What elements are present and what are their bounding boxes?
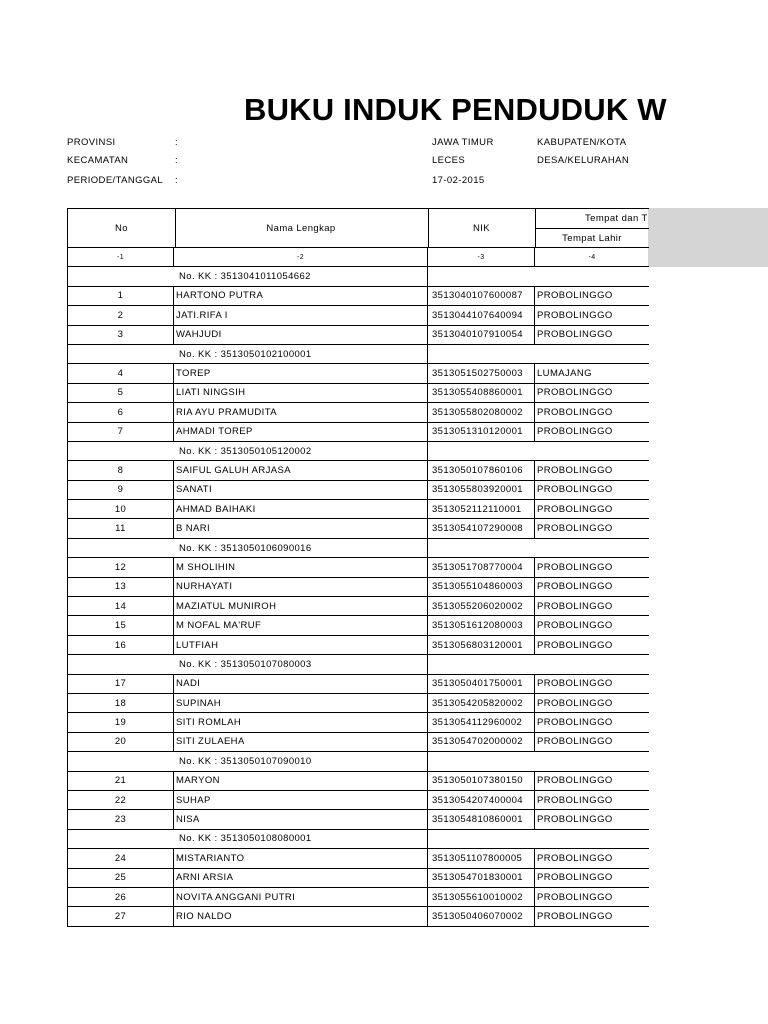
kk-group-row (67, 345, 649, 364)
row-number: 4 (67, 364, 174, 382)
table-row (67, 675, 649, 694)
nik-number: 3513044107640094 (428, 306, 535, 324)
kabupaten-label: KABUPATEN/KOTA (537, 137, 627, 148)
table-row (67, 306, 649, 325)
kk-empty-cell (428, 442, 649, 460)
periode-value: 17-02-2015 (432, 175, 485, 186)
header-tempat-tanggal: Tempat dan T (535, 209, 649, 229)
nik-number: 3513055206020002 (428, 597, 535, 615)
kk-number: No. KK : 3513050102100001 (67, 345, 428, 363)
kk-number: No. KK : 3513050107080003 (67, 655, 428, 673)
full-name: MARYON (174, 772, 428, 790)
nik-number: 3513054107290008 (428, 519, 535, 537)
table-row (67, 403, 649, 422)
row-number: 2 (67, 306, 174, 324)
row-number: 1 (67, 287, 174, 305)
kk-group-row (67, 539, 649, 558)
table-header (67, 208, 649, 248)
kk-empty-cell (428, 655, 649, 673)
kk-group-row (67, 267, 649, 286)
kk-group-row (67, 830, 649, 849)
row-number: 7 (67, 423, 174, 441)
kk-number: No. KK : 3513041011054662 (67, 267, 428, 285)
full-name: LIATI NINGSIH (174, 384, 428, 402)
kk-number: No. KK : 3513050108080001 (67, 830, 428, 848)
nik-number: 3513054205820002 (428, 694, 535, 712)
birth-place: PROBOLINGGO (537, 891, 613, 903)
table-row (67, 869, 649, 888)
table-row (67, 733, 649, 752)
nik-number: 3513054810860001 (428, 810, 535, 828)
row-number: 12 (67, 558, 174, 576)
full-name: SITI ROMLAH (174, 713, 428, 731)
table-row (67, 597, 649, 616)
full-name: MISTARIANTO (174, 849, 428, 867)
birth-place: PROBOLINGGO (537, 406, 613, 418)
column-index-row (67, 248, 649, 267)
row-number: 16 (67, 636, 174, 654)
birth-place: PROBOLINGGO (537, 387, 613, 399)
birth-place: PROBOLINGGO (537, 581, 613, 593)
kk-empty-cell (428, 345, 649, 363)
table-row (67, 907, 649, 926)
full-name: B NARI (174, 519, 428, 537)
birth-place: PROBOLINGGO (537, 910, 613, 922)
birth-place: PROBOLINGGO (537, 736, 613, 748)
row-number: 5 (67, 384, 174, 402)
row-number: 3 (67, 326, 174, 344)
nik-number: 3513055104860003 (428, 578, 535, 596)
kk-number: No. KK : 3513050106090016 (67, 539, 428, 557)
kk-number: No. KK : 3513050105120002 (67, 442, 428, 460)
full-name: JATI.RIFA I (174, 306, 428, 324)
row-number: 26 (67, 888, 174, 906)
birth-place: PROBOLINGGO (537, 290, 613, 302)
index-cell: -2 (174, 248, 428, 266)
row-number: 6 (67, 403, 174, 421)
birth-place: PROBOLINGGO (537, 600, 613, 612)
provinsi-colon: : (175, 137, 179, 148)
full-name: RIA AYU PRAMUDITA (174, 403, 428, 421)
full-name: M SHOLIHIN (174, 558, 428, 576)
table-row (67, 772, 649, 791)
header-nama-lengkap: Nama Lengkap (174, 209, 429, 248)
full-name: M NOFAL MA'RUF (174, 616, 428, 634)
row-number: 23 (67, 810, 174, 828)
row-number: 8 (67, 461, 174, 479)
full-name: NISA (174, 810, 428, 828)
full-name: NURHAYATI (174, 578, 428, 596)
table-row (67, 849, 649, 868)
row-number: 9 (67, 481, 174, 499)
row-number: 22 (67, 791, 174, 809)
nik-number: 3513051310120001 (428, 423, 535, 441)
table-row (67, 888, 649, 907)
row-number: 27 (67, 907, 174, 925)
table-row (67, 423, 649, 442)
birth-place: PROBOLINGGO (537, 620, 613, 632)
nik-number: 3513054701830001 (428, 869, 535, 887)
periode-colon: : (175, 175, 179, 186)
full-name: TOREP (174, 364, 428, 382)
nik-number: 3513054702000002 (428, 733, 535, 751)
index-cell: -4 (588, 253, 596, 261)
birth-place: PROBOLINGGO (537, 426, 613, 438)
header-tempat-lahir: Tempat Lahir (562, 233, 622, 244)
table-row (67, 384, 649, 403)
birth-place: PROBOLINGGO (537, 872, 613, 884)
nik-number: 3513052112110001 (428, 500, 535, 518)
index-cell: -3 (428, 248, 535, 266)
kecamatan-value: LECES (432, 155, 466, 166)
birth-place: PROBOLINGGO (537, 852, 613, 864)
kk-empty-cell (428, 830, 649, 848)
nik-number: 3513051612080003 (428, 616, 535, 634)
full-name: AHMAD BAIHAKI (174, 500, 428, 518)
row-number: 11 (67, 519, 174, 537)
table-row (67, 500, 649, 519)
table-row (67, 519, 649, 538)
full-name: NADI (174, 675, 428, 693)
nik-number: 3513050107380150 (428, 772, 535, 790)
full-name: SUPINAH (174, 694, 428, 712)
nik-number: 3513055802080002 (428, 403, 535, 421)
provinsi-value: JAWA TIMUR (432, 137, 494, 148)
birth-place: PROBOLINGGO (537, 814, 613, 826)
row-number: 21 (67, 772, 174, 790)
nik-number: 3513051502750003 (428, 364, 535, 382)
nik-number: 3513051708770004 (428, 558, 535, 576)
nik-number: 3513056803120001 (428, 636, 535, 654)
kk-group-row (67, 752, 649, 771)
birth-place: PROBOLINGGO (537, 678, 613, 690)
birth-place: LUMAJANG (537, 368, 592, 380)
table-row (67, 558, 649, 577)
kk-empty-cell (428, 752, 649, 770)
kk-number: No. KK : 3513050107090010 (67, 752, 428, 770)
row-number: 15 (67, 616, 174, 634)
kecamatan-label: KECAMATAN (67, 155, 129, 166)
full-name: MAZIATUL MUNIROH (174, 597, 428, 615)
table-body (67, 267, 649, 926)
table-row (67, 694, 649, 713)
birth-place: PROBOLINGGO (537, 697, 613, 709)
full-name: AHMADI TOREP (174, 423, 428, 441)
header-nik: NIK (428, 209, 536, 248)
table-row (67, 810, 649, 829)
birth-place: PROBOLINGGO (537, 775, 613, 787)
nik-number: 3513040107600087 (428, 287, 535, 305)
document-title: BUKU INDUK PENDUDUK W (244, 92, 667, 127)
full-name: LUTFIAH (174, 636, 428, 654)
nik-number: 3513050406070002 (428, 907, 535, 925)
nik-number: 3513050107860106 (428, 461, 535, 479)
nik-number: 3513054112960002 (428, 713, 535, 731)
nik-number: 3513055610010002 (428, 888, 535, 906)
row-number: 10 (67, 500, 174, 518)
kk-group-row (67, 442, 649, 461)
kk-empty-cell (428, 267, 649, 285)
row-number: 17 (67, 675, 174, 693)
table-row (67, 326, 649, 345)
birth-place: PROBOLINGGO (537, 464, 613, 476)
birth-place: PROBOLINGGO (537, 523, 613, 535)
row-number: 24 (67, 849, 174, 867)
table-row (67, 713, 649, 732)
birth-place: PROBOLINGGO (537, 717, 613, 729)
full-name: WAHJUDI (174, 326, 428, 344)
index-cell: -1 (67, 248, 174, 266)
row-number: 20 (67, 733, 174, 751)
full-name: HARTONO PUTRA (174, 287, 428, 305)
full-name: RIO NALDO (174, 907, 428, 925)
kk-empty-cell (428, 539, 649, 557)
population-table (67, 208, 649, 927)
provinsi-label: PROVINSI (67, 137, 116, 148)
row-number: 19 (67, 713, 174, 731)
nik-number: 3513055803920001 (428, 481, 535, 499)
row-number: 25 (67, 869, 174, 887)
full-name: SAIFUL GALUH ARJASA (174, 461, 428, 479)
table-row (67, 481, 649, 500)
birth-place: PROBOLINGGO (537, 639, 613, 651)
birth-place: PROBOLINGGO (537, 484, 613, 496)
table-row (67, 636, 649, 655)
row-number: 18 (67, 694, 174, 712)
full-name: SUHAP (174, 791, 428, 809)
row-number: 14 (67, 597, 174, 615)
table-row (67, 616, 649, 635)
nik-number: 3513055408860001 (428, 384, 535, 402)
birth-place: PROBOLINGGO (537, 309, 613, 321)
birth-place: PROBOLINGGO (537, 794, 613, 806)
desa-label: DESA/KELURAHAN (537, 155, 630, 166)
birth-place: PROBOLINGGO (537, 503, 613, 515)
gray-column-header-block (648, 208, 768, 267)
kk-group-row (67, 655, 649, 674)
table-row (67, 578, 649, 597)
birth-place: PROBOLINGGO (537, 329, 613, 341)
full-name: SITI ZULAEHA (174, 733, 428, 751)
header-no: No (67, 209, 176, 248)
periode-label: PERIODE/TANGGAL (67, 175, 164, 186)
nik-number: 3513054207400004 (428, 791, 535, 809)
kecamatan-colon: : (175, 155, 179, 166)
full-name: ARNI ARSIA (174, 869, 428, 887)
table-row (67, 791, 649, 810)
table-row (67, 364, 649, 383)
table-row (67, 461, 649, 480)
full-name: NOVITA ANGGANI PUTRI (174, 888, 428, 906)
nik-number: 3513050401750001 (428, 675, 535, 693)
full-name: SANATI (174, 481, 428, 499)
nik-number: 3513040107910054 (428, 326, 535, 344)
table-row (67, 287, 649, 306)
nik-number: 3513051107800005 (428, 849, 535, 867)
birth-place: PROBOLINGGO (537, 561, 613, 573)
row-number: 13 (67, 578, 174, 596)
